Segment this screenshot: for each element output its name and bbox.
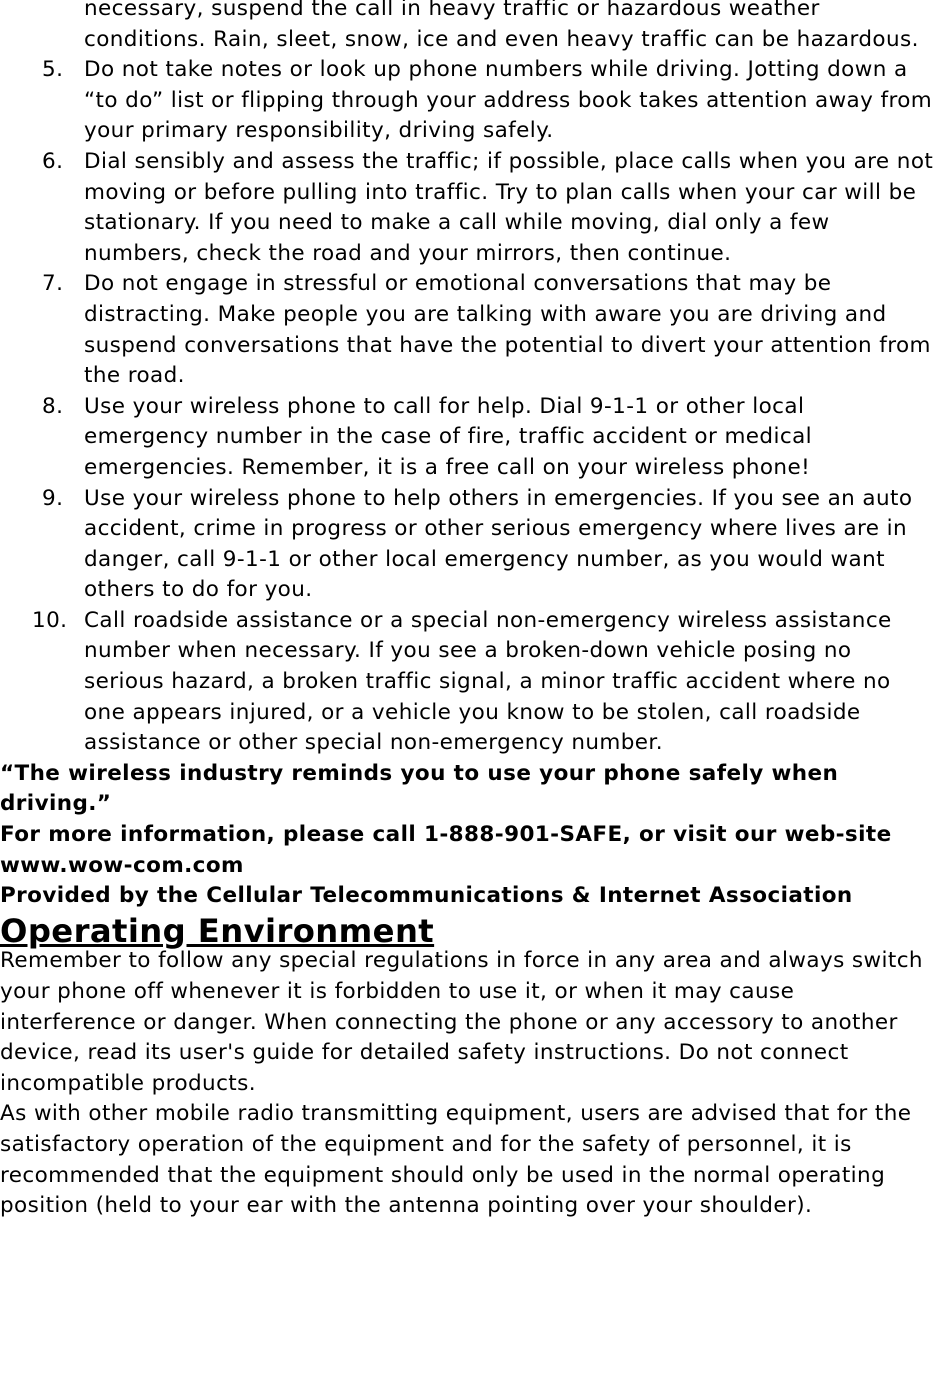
section-heading-text: Operating Environment xyxy=(0,911,435,950)
list-item-number: 5. xyxy=(42,57,64,83)
section-paragraph: As with other mobile radio transmitting equipment, users are advised that for the satisfactory operation of the equipment and for the safety of personnel, it is recommended that the equipment should only be used in the normal operating position (held to your ear with the antenna pointing over your shoulder). xyxy=(0,1101,912,1219)
list-item xyxy=(0,55,935,147)
list-item xyxy=(0,269,935,391)
section-heading xyxy=(0,911,935,950)
more-info-text: For more information, please call 1-888-901-SAFE, or visit our web-site www.wow-com.com xyxy=(0,822,892,878)
list-item-text: Do not take notes or look up phone numbers while driving. Jotting down a “to do” list or flipping through your address book takes attention away from your primary responsibility, driving safely. xyxy=(84,57,933,144)
list-item-number: 10. xyxy=(32,607,68,633)
list-item xyxy=(0,147,935,269)
list-item-number: 9. xyxy=(42,485,64,511)
list-item-text: Dial sensibly and assess the traffic; if possible, place calls when you are not moving or before pulling into traffic. Try to plan calls when your car will be stationary. If you need to make a call while moving, dial only a few numbers, check the road and your mirrors, then continue. xyxy=(84,148,934,266)
provided-by-text: Provided by the Cellular Telecommunications & Internet Association xyxy=(0,883,853,909)
list-item-text: Do not engage in stressful or emotional conversations that may be distracting. Make people you are talking with aware you are driving and suspend conversations that have the potential to divert your attention from the road. xyxy=(84,271,931,389)
list-item-text: necessary, suspend the call in heavy traffic or hazardous weather conditions. Rain, sleet, snow, ice and even heavy traffic can be hazardous. xyxy=(84,0,919,52)
section-paragraph: Remember to follow any special regulations in force in any area and always switch your phone off whenever it is forbidden to use it, or when it may cause interference or danger. When connecting the phone or any accessory to another device, read its user's guide for detailed safety instructions. Do not connect incompatible products. xyxy=(0,948,923,1096)
list-item xyxy=(0,606,935,759)
list-item-text: Use your wireless phone to help others in emergencies. If you see an auto accident, crime in progress or other serious emergency where lives are in danger, call 9-1-1 or other local emergency number, as you would want others to do for you. xyxy=(84,485,913,603)
list-item-number: 7. xyxy=(42,271,64,297)
list-item-text: Call roadside assistance or a special non-emergency wireless assistance number when necessary. If you see a broken-down vehicle posing no serious hazard, a broken traffic signal, a minor traffic accident where no one appears injured, or a vehicle you know to be stolen, call roadside assistance or other special non-emergency number. xyxy=(84,607,892,756)
list-item-number: 8. xyxy=(42,393,64,419)
list-item xyxy=(0,484,935,606)
list-item xyxy=(0,0,935,55)
list-item-number: 6. xyxy=(42,148,64,174)
list-item-text: Use your wireless phone to call for help. Dial 9-1-1 or other local emergency number in the case of fire, traffic accident or medical emergencies. Remember, it is a free call on your wireless phone! xyxy=(84,393,813,480)
list-item xyxy=(0,392,935,484)
industry-quote: “The wireless industry reminds you to use your phone safely when driving.” xyxy=(0,760,839,817)
